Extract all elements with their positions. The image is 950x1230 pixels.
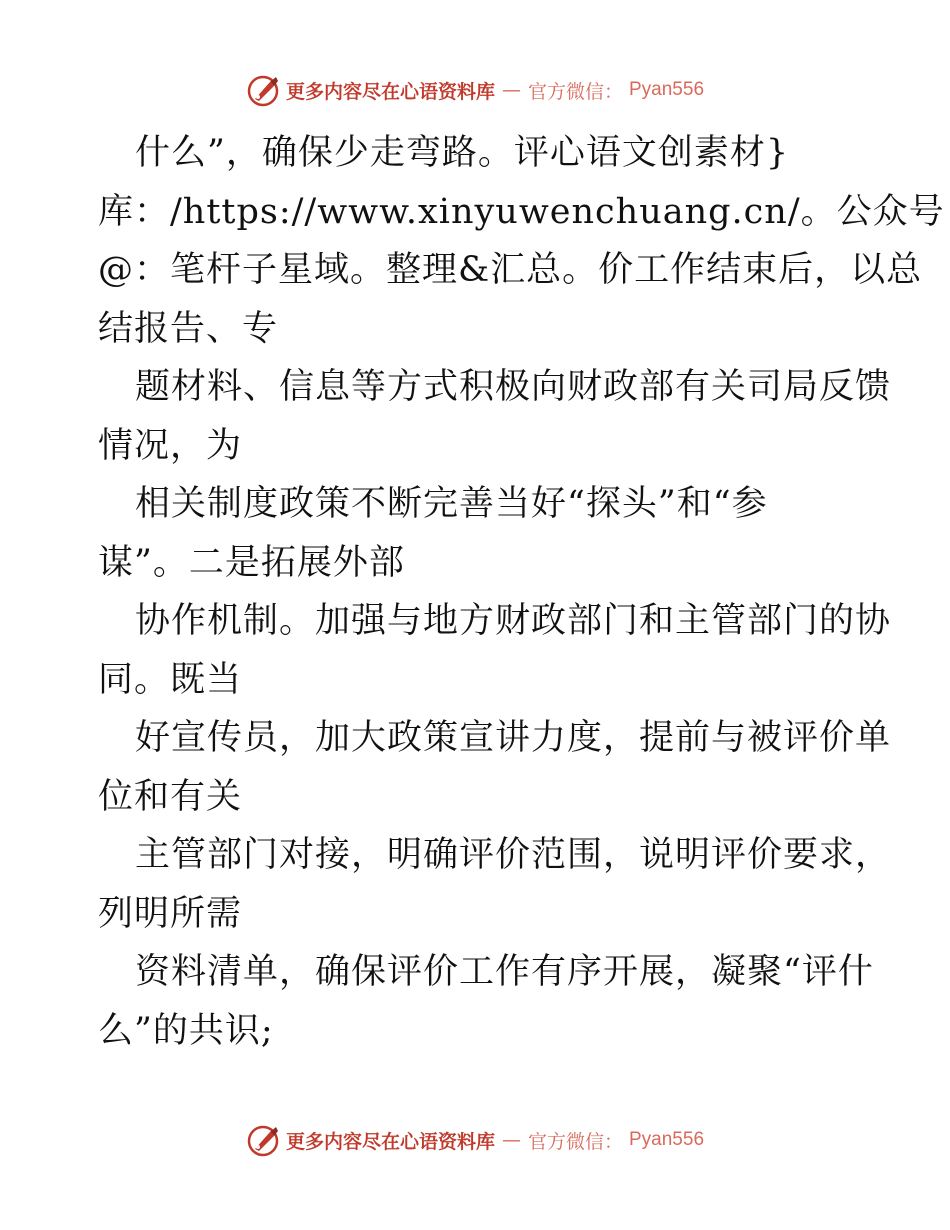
text-line: @：笔杆子星域。整理&汇总。价工作结束后，以总 xyxy=(98,250,923,290)
footer-wechat-id: Pyan556 xyxy=(629,1129,705,1150)
header-watermark xyxy=(0,70,950,110)
text-line: 资料清单，确保评价工作有序开展，凝聚“评什 xyxy=(135,952,874,992)
text-line: 相关制度政策不断完善当好“探头”和“参 xyxy=(135,484,768,524)
footer-banner-text: 更多内容尽在心语资料库 xyxy=(285,1130,495,1153)
text-line: 什么”，确保少走弯路。评心语文创素材} xyxy=(135,133,790,173)
text-line: 同。既当 xyxy=(98,659,243,700)
text-line: 库：/https://www.xinyuwenchuang.cn/。公众号 xyxy=(98,191,945,232)
text-line: 么”的共识; xyxy=(98,1010,274,1051)
header-banner-dash: — xyxy=(501,79,521,101)
text-line: 好宣传员，加大政策宣讲力度，提前与被评价单 xyxy=(135,718,892,758)
document-body xyxy=(98,124,945,1060)
footer-watermark xyxy=(0,1120,950,1160)
text-line: 情况，为 xyxy=(98,425,243,466)
text-line: 协作机制。加强与地方财政部门和主管部门的协 xyxy=(135,601,892,641)
text-line: 位和有关 xyxy=(98,776,243,817)
text-line: 列明所需 xyxy=(98,893,243,934)
pen-nib-logo-icon xyxy=(246,1123,280,1157)
header-banner-text: 更多内容尽在心语资料库 xyxy=(285,80,495,103)
header-wechat-label: 官方微信： xyxy=(527,80,623,103)
header-wechat-id: Pyan556 xyxy=(629,79,705,100)
footer-banner-dash: — xyxy=(501,1129,521,1151)
footer-wechat-label: 官方微信： xyxy=(527,1130,623,1153)
pen-nib-logo-icon xyxy=(246,73,280,107)
text-line: 谋”。二是拓展外部 xyxy=(98,542,405,583)
text-line: 题材料、信息等方式积极向财政部有关司局反馈 xyxy=(135,367,892,407)
text-line: 主管部门对接，明确评价范围，说明评价要求， xyxy=(135,835,892,875)
text-line: 结报告、专 xyxy=(98,308,279,349)
